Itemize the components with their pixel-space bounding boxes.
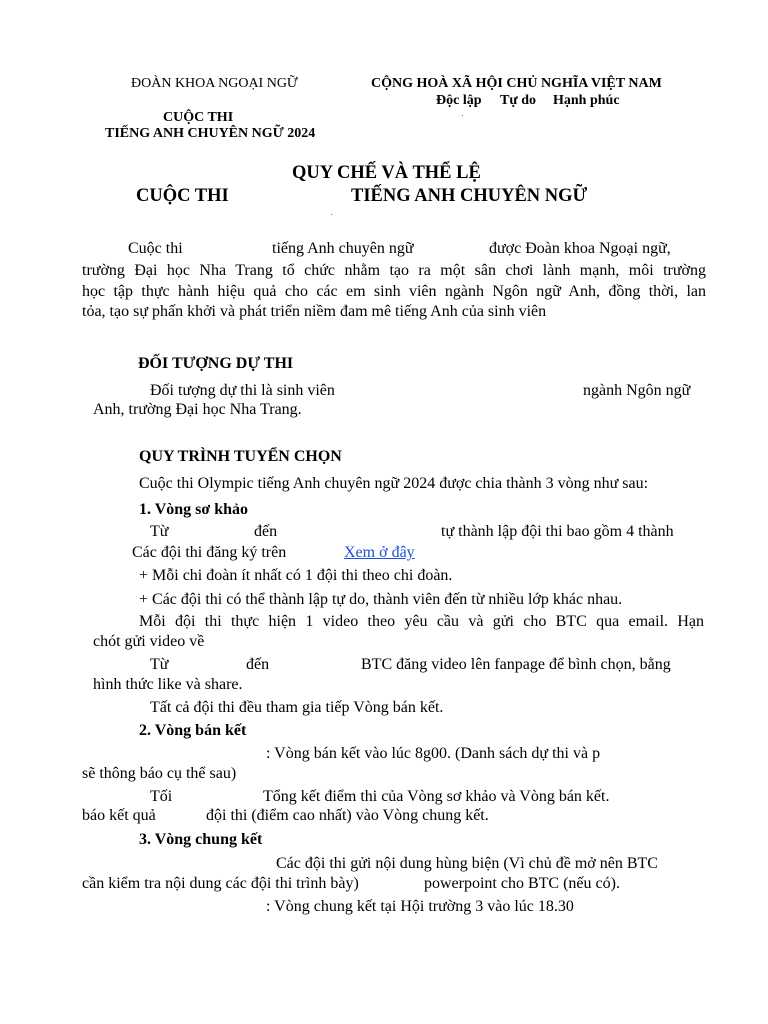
round3-text: : Vòng chung kết tại Hội trường 3 vào lúc 18.30 (266, 898, 574, 915)
contest-label: CUỘC THI (163, 110, 234, 125)
intro-a: Cuộc thi (128, 240, 183, 257)
intro-line: trường Đại học Nha Trang tổ chức nhằm tạo ra một sân chơi lành mạnh, môi trường (82, 262, 706, 279)
intro-line: tỏa, tạo sự phấn khởi và phát triển niềm đam mê tiếng Anh của sinh viên (82, 303, 547, 320)
round2-heading: 2. Vòng bán kết (139, 722, 247, 739)
round1-text: Từ (150, 523, 169, 540)
round3-text: cần kiểm tra nội dung các đội thi trình bày) (82, 875, 359, 892)
round1-text: Các đội thi đăng ký trên (132, 544, 287, 561)
round2-text: Tối (150, 788, 173, 805)
underline-mark (462, 115, 463, 116)
underline-mark (331, 214, 332, 215)
round1-text: BTC đăng video lên fanpage để bình chọn, bằng (361, 656, 671, 673)
motto-3: Hạnh phúc (553, 93, 620, 108)
participants-text-a: Đối tượng dự thi là sinh viên (150, 382, 335, 399)
round1-text: đến (246, 656, 270, 673)
selection-intro: Cuộc thi Olympic tiếng Anh chuyên ngữ 2024 được chia thành 3 vòng như sau: (139, 475, 649, 492)
round2-text: Tổng kết điểm thi của Vòng sơ khảo và Vòng bán kết. (263, 788, 610, 805)
round1-heading: 1. Vòng sơ khảo (139, 501, 249, 518)
round2-text: báo kết quả (82, 807, 156, 824)
motto-1: Độc lập (436, 93, 482, 108)
round2-text: sẽ thông báo cụ thể sau) (82, 765, 237, 782)
participants-text-c: Anh, trường Đại học Nha Trang. (93, 401, 302, 418)
republic-title: CỘNG HOÀ XÃ HỘI CHỦ NGHĨA VIỆT NAM (371, 76, 662, 91)
participants-text-b: ngành Ngôn ngữ (583, 382, 691, 399)
round1-text: tự thành lập đội thi bao gồm 4 thành (441, 523, 674, 540)
round1-text: hình thức like và share. (93, 676, 243, 693)
round3-heading: 3. Vòng chung kết (139, 831, 263, 848)
round1-text: đến (254, 523, 278, 540)
doc-title: QUY CHẾ VÀ THỂ LỆ (292, 163, 481, 183)
section-heading-selection: QUY TRÌNH TUYỂN CHỌN (139, 448, 342, 465)
intro-line: học tập thực hành hiệu quả cho các em sinh viên ngành Ngôn ngữ Anh, đồng thời, lan (82, 283, 706, 300)
round2-text: : Vòng bán kết vào lúc 8g00. (Danh sách dự thi và p (266, 745, 601, 762)
section-heading-participants: ĐỐI TƯỢNG DỰ THI (138, 355, 294, 372)
doc-subtitle-a: CUỘC THI (136, 186, 229, 206)
doc-subtitle-b: TIẾNG ANH CHUYÊN NGỮ (351, 186, 588, 206)
round1-bullet: + Các đội thi có thể thành lập tự do, thành viên đến từ nhiều lớp khác nhau. (139, 591, 623, 608)
round3-text: powerpoint cho BTC (nếu có). (424, 875, 620, 892)
round1-text: Từ (150, 656, 169, 673)
round2-text: đội thi (điểm cao nhất) vào Vòng chung kết. (206, 807, 489, 824)
contest-name: TIẾNG ANH CHUYÊN NGỮ 2024 (105, 126, 316, 141)
round1-text: Mỗi đội thi thực hiện 1 video theo yêu cầu và gửi cho BTC qua email. Hạn (139, 613, 704, 630)
round3-text: Các đội thi gửi nội dung hùng biện (Vì chủ đề mở nên BTC (276, 855, 658, 872)
motto-2: Tự do (500, 93, 537, 108)
round1-text: chót gửi video về (93, 633, 205, 650)
intro-c: được Đoàn khoa Ngoại ngữ, (489, 240, 671, 257)
round1-text: Tất cả đội thi đều tham gia tiếp Vòng bán kết. (150, 699, 444, 716)
register-link[interactable]: Xem ở đây (344, 544, 415, 561)
org-name: ĐOÀN KHOA NGOẠI NGỮ (131, 76, 298, 91)
round1-bullet: + Mỗi chi đoàn ít nhất có 1 đội thi theo chi đoàn. (139, 567, 453, 584)
intro-b: tiếng Anh chuyên ngữ (272, 240, 414, 257)
